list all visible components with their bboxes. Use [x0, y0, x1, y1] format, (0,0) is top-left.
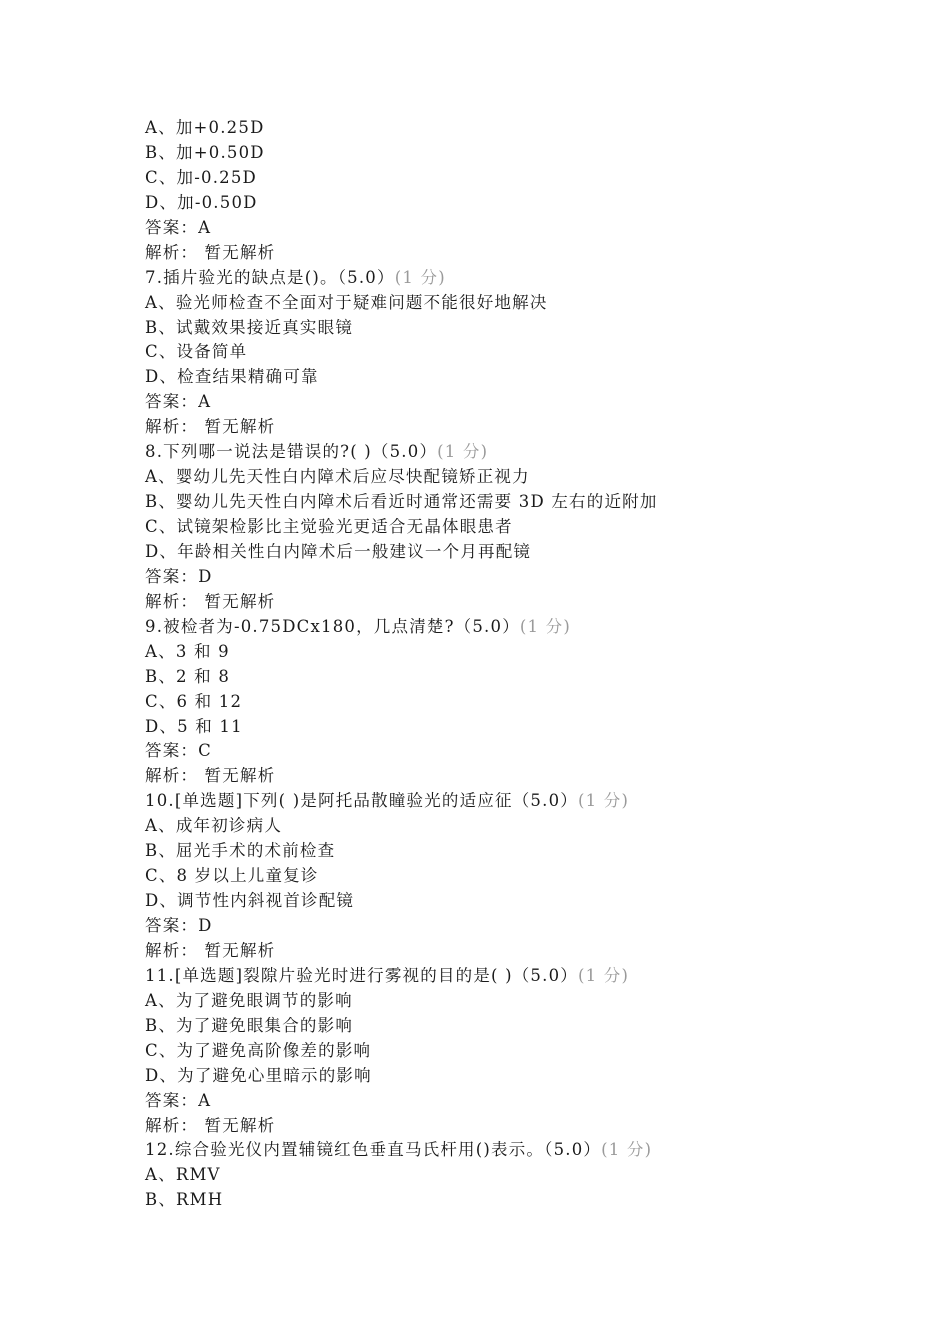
text-line: [145, 864, 905, 889]
line-text: 9.被检者为-0.75DCx180，几点清楚?（5.0）: [145, 616, 520, 636]
line-text: 解析： 暂无解析: [145, 940, 276, 960]
text-line: [145, 764, 905, 789]
line-text: C、设备简单: [145, 342, 248, 362]
text-line: [145, 365, 905, 390]
text-line: [145, 1064, 905, 1089]
question-line: [145, 964, 905, 989]
text-line: [145, 141, 905, 166]
line-text: 答案：A: [145, 1090, 212, 1110]
text-line: [145, 690, 905, 715]
text-line: [145, 1039, 905, 1064]
line-text: 解析： 暂无解析: [145, 591, 276, 611]
question-list: [145, 116, 905, 1213]
text-line: [145, 166, 905, 191]
text-line: [145, 1188, 905, 1213]
line-text: A、为了避免眼调节的影响: [145, 990, 353, 1010]
question-line: [145, 615, 905, 640]
text-line: [145, 939, 905, 964]
line-text: B、为了避免眼集合的影响: [145, 1015, 354, 1035]
question-line: [145, 266, 905, 291]
line-text: C、8 岁以上儿童复诊: [145, 866, 319, 886]
line-text: 答案：A: [145, 217, 212, 237]
text-line: [145, 889, 905, 914]
line-text: 解析： 暂无解析: [145, 1115, 276, 1135]
line-text: A、加+0.25D: [145, 118, 265, 137]
line-text: 8.下列哪一说法是错误的?( )（5.0）: [145, 442, 438, 462]
line-text: 解析： 暂无解析: [145, 242, 276, 262]
text-line: [145, 914, 905, 939]
line-text: 解析： 暂无解析: [145, 417, 276, 437]
text-line: [145, 1163, 905, 1188]
text-line: [145, 739, 905, 764]
text-line: [145, 241, 905, 266]
score-label: (1 分): [437, 442, 489, 462]
line-text: 7.插片验光的缺点是()。（5.0）: [145, 267, 395, 287]
text-line: [145, 390, 905, 415]
text-line: [145, 814, 905, 839]
text-line: [145, 989, 905, 1014]
text-line: [145, 715, 905, 740]
score-label: (1 分): [519, 616, 572, 636]
text-line: [145, 590, 905, 615]
line-text: 答案：D: [145, 916, 213, 935]
line-text: D、加-0.50D: [145, 192, 258, 212]
line-text: D、检查结果精确可靠: [145, 367, 319, 387]
text-line: [145, 515, 905, 540]
line-text: 解析： 暂无解析: [145, 766, 276, 786]
line-text: C、为了避免高阶像差的影响: [145, 1040, 372, 1060]
line-text: A、3 和 9: [145, 641, 230, 661]
text-line: [145, 665, 905, 690]
text-line: [145, 540, 905, 565]
line-text: 答案：A: [145, 392, 212, 412]
text-line: [145, 116, 905, 141]
line-text: A、婴幼儿先天性白内障术后应尽快配镜矫正视力: [145, 467, 530, 487]
text-line: [145, 291, 905, 316]
line-text: C、试镜架检影比主觉验光更适合无晶体眼患者: [145, 517, 513, 536]
line-text: A、验光师检查不全面对于疑难问题不能很好地解决: [145, 292, 548, 312]
line-text: 10.[单选题]下列( )是阿托品散瞳验光的适应征（5.0）: [145, 791, 578, 811]
line-text: C、加-0.25D: [145, 167, 257, 187]
question-line: [145, 1138, 905, 1163]
line-text: 11.[单选题]裂隙片验光时进行雾视的目的是( )（5.0）: [145, 965, 578, 985]
line-text: 答案：D: [145, 566, 213, 586]
line-text: 12.综合验光仪内置辅镜红色垂直马氏杆用()表示。（5.0）: [145, 1140, 602, 1160]
question-line: [145, 789, 905, 814]
line-text: D、调节性内斜视首诊配镜: [145, 891, 355, 911]
text-line: [145, 316, 905, 341]
text-line: [145, 839, 905, 864]
line-text: A、成年初诊病人: [145, 816, 283, 836]
text-line: [145, 340, 905, 365]
text-line: [145, 640, 905, 665]
line-text: 答案：C: [145, 741, 212, 761]
line-text: B、屈光手术的术前检查: [145, 841, 336, 861]
text-line: [145, 1114, 905, 1139]
line-text: D、为了避免心里暗示的影响: [145, 1065, 372, 1085]
text-line: [145, 1089, 905, 1114]
score-label: (1 分): [394, 267, 446, 287]
text-line: [145, 216, 905, 241]
line-text: B、RMH: [145, 1190, 224, 1210]
score-label: (1 分): [577, 791, 630, 811]
text-line: [145, 490, 905, 515]
line-text: C、6 和 12: [145, 691, 243, 711]
line-text: D、5 和 11: [145, 716, 243, 736]
line-text: B、2 和 8: [145, 666, 231, 686]
line-text: D、年龄相关性白内障术后一般建议一个月再配镜: [145, 541, 532, 561]
line-text: B、加+0.50D: [145, 142, 265, 162]
line-text: B、试戴效果接近真实眼镜: [145, 317, 354, 337]
text-line: [145, 191, 905, 216]
text-line: [145, 1014, 905, 1039]
line-text: B、婴幼儿先天性白内障术后看近时通常还需要 3D 左右的近附加: [145, 492, 658, 512]
score-label: (1 分): [577, 965, 630, 985]
text-line: [145, 465, 905, 490]
text-line: [145, 565, 905, 590]
score-label: (1 分): [601, 1140, 653, 1160]
line-text: A、RMV: [145, 1165, 221, 1185]
text-line: [145, 415, 905, 440]
question-line: [145, 440, 905, 465]
